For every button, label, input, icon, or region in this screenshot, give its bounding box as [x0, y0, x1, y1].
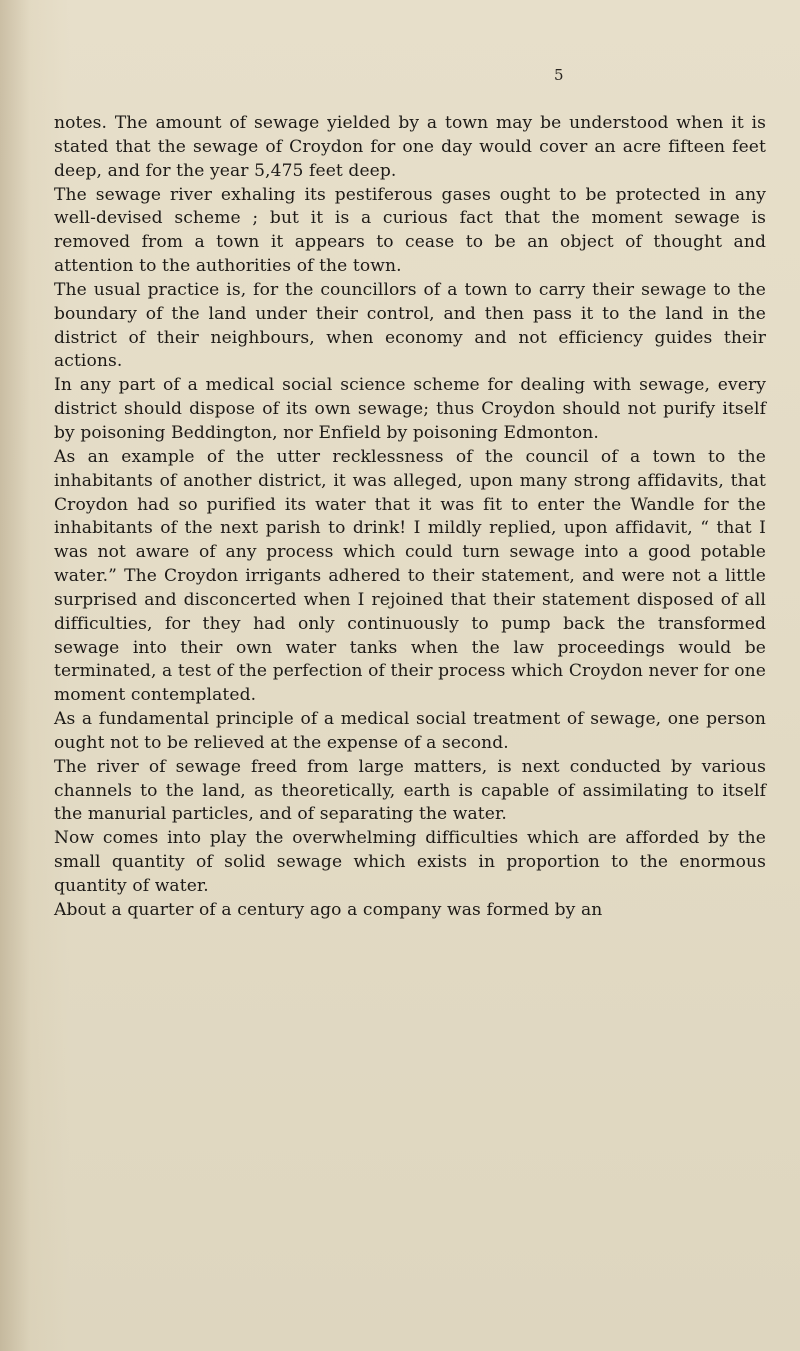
paragraph-sewage-river: The sewage river exhaling its pestiferous gases ought to be protected in any well-devised scheme ; but it is a curious fact that the moment sewage is removed from a town it appears to cease to be an object of thought and attention to the authorities of the town.: [54, 184, 766, 277]
paragraph-quarter-century: About a quarter of a century ago a company was formed by an: [54, 899, 603, 920]
paragraph-district-disposal: In any part of a medical social science scheme for dealing with sewage, every district should dispose of its own sewage; thus Croydon should not purify itself by poisoning Beddington, nor Enfield by poisoning Edmonton.: [54, 375, 766, 443]
paragraph-sewage-amount: notes. The amount of sewage yielded by a town may be understood when it is stated that the sewage of Croydon for one day would cover an acre fifteen feet deep, and for the year 5,475 feet deep.: [54, 113, 766, 181]
paragraph-fundamental-principle: As a fundamental principle of a medical social treatment of sewage, one person ought not to be relieved at the expense of a second.: [54, 709, 766, 753]
paragraph-usual-practice: The usual practice is, for the councillors of a town to carry their sewage to the boundary of the land under their control, and then pass it to the land in the district of their neighbours, when economy and not efficiency guides their actions.: [54, 279, 766, 372]
paragraph-overwhelming-difficulties: Now comes into play the overwhelming difficulties which are afforded by the small quantity of solid sewage which exists in proportion to the enormous quantity of water.: [54, 828, 766, 896]
body-text: [54, 112, 766, 923]
paragraph-river-of-sewage: The river of sewage freed from large matters, is next conducted by various channels to the land, as theoretically, earth is capable of assimilating to itself the manurial particles, and of separating the water.: [54, 756, 766, 825]
paragraph-croydon-example: As an example of the utter recklessness of the council of a town to the inhabitants of another district, it was alleged, upon many strong affidavits, that Croydon had so purified its water that it was fit to enter the Wandle for the inhabitants of the next parish to drink! I mildly replied, upon affidavit, “ that I was not aware of any process which could turn sewage into a good potable water.” The Croydon irrigants adhered to their statement, and were not a little surprised and disconcerted when I rejoined that their statement disposed of all difficulties, for they had only continuously to pump back the transformed sewage into their own water tanks when the law proceedings would be terminated, a test of the perfection of their process which Croydon never for one moment contemplated.: [54, 446, 766, 706]
page-number: 5: [554, 66, 564, 84]
